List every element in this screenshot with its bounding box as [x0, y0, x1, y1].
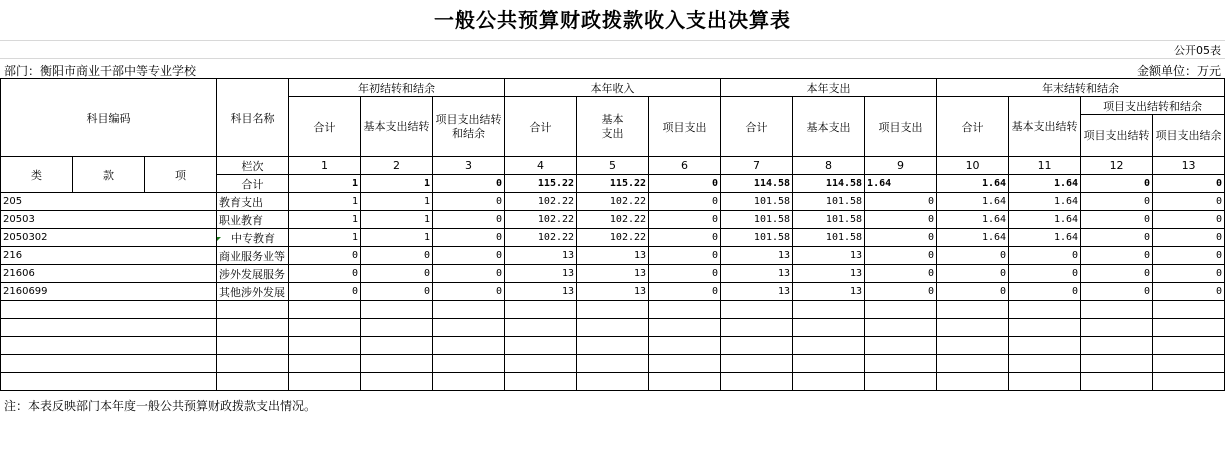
value-cell: 0 [361, 283, 433, 301]
header-basic-carry: 基本支出结转 [1009, 97, 1081, 157]
value-cell: 1 [289, 211, 361, 229]
value-cell: 1.64 [1009, 193, 1081, 211]
value-cell: 0 [1153, 247, 1225, 265]
value-cell: 102.22 [505, 211, 577, 229]
value-cell: 101.58 [793, 193, 865, 211]
value-cell: 13 [721, 265, 793, 283]
amount-unit-label: 金额单位：万元 [1136, 64, 1221, 78]
total-cell: 0 [1153, 175, 1225, 193]
total-cell: 1.64 [1009, 175, 1081, 193]
total-cell: 115.22 [505, 175, 577, 193]
value-cell: 1 [361, 211, 433, 229]
value-cell: 0 [433, 229, 505, 247]
value-cell: 102.22 [577, 211, 649, 229]
value-cell: 101.58 [721, 211, 793, 229]
value-cell: 13 [577, 283, 649, 301]
header-total: 合计 [721, 97, 793, 157]
value-cell: 1.64 [937, 229, 1009, 247]
value-cell: 102.22 [577, 229, 649, 247]
value-cell: 0 [865, 193, 937, 211]
value-cell: 13 [577, 247, 649, 265]
value-cell: 0 [433, 193, 505, 211]
empty-row [1, 337, 1225, 355]
value-cell: 0 [1081, 211, 1153, 229]
header-xiang: 项 [145, 157, 217, 193]
total-cell: 0 [649, 175, 721, 193]
value-cell: 0 [433, 265, 505, 283]
total-cell: 115.22 [577, 175, 649, 193]
value-cell: 101.58 [793, 211, 865, 229]
col-num: 2 [361, 157, 433, 175]
subject-code: 216 [1, 247, 217, 265]
value-cell: 13 [793, 283, 865, 301]
col-num: 12 [1081, 157, 1153, 175]
header-basic-exp: 基本支出 [793, 97, 865, 157]
value-cell: 0 [433, 283, 505, 301]
cell-comment-marker [217, 237, 221, 241]
header-basic-carry: 基本支出结转 [361, 97, 433, 157]
footnote: 注：本表反映部门本年度一般公共预算财政拨款支出情况。 [4, 399, 317, 413]
header-proj-balance: 项目支出结余 [1153, 115, 1225, 157]
table-row [1, 211, 1225, 229]
budget-table [0, 78, 1225, 391]
header-proj-exp: 项目支出 [649, 97, 721, 157]
value-cell: 1 [361, 229, 433, 247]
value-cell: 13 [721, 247, 793, 265]
divider [0, 58, 1225, 59]
value-cell: 1.64 [937, 211, 1009, 229]
value-cell: 0 [1081, 229, 1153, 247]
col-num: 9 [865, 157, 937, 175]
header-code-group: 科目编码 [1, 79, 217, 157]
value-cell: 1 [289, 229, 361, 247]
value-cell: 101.58 [721, 229, 793, 247]
value-cell: 102.22 [505, 193, 577, 211]
value-cell: 0 [649, 229, 721, 247]
subject-code: 21606 [1, 265, 217, 283]
header-proj-carry-group: 项目支出结转和结余 [1081, 97, 1225, 115]
value-cell: 0 [1081, 247, 1153, 265]
col-num: 4 [505, 157, 577, 175]
value-cell: 102.22 [577, 193, 649, 211]
table-row [1, 283, 1225, 301]
subject-name: 教育支出 [217, 193, 289, 211]
value-cell: 1 [361, 193, 433, 211]
value-cell: 0 [433, 211, 505, 229]
header-name: 科目名称 [217, 79, 289, 157]
header-opening-balance: 年初结转和结余 [289, 79, 505, 97]
total-row-label: 合计 [217, 175, 289, 193]
value-cell: 0 [361, 247, 433, 265]
value-cell: 0 [433, 247, 505, 265]
value-cell: 13 [793, 247, 865, 265]
table-row [1, 265, 1225, 283]
subject-code: 2160699 [1, 283, 217, 301]
header-closing-balance: 年末结转和结余 [937, 79, 1225, 97]
department-label: 部门：衡阳市商业干部中等专业学校 [4, 64, 197, 78]
value-cell: 0 [649, 283, 721, 301]
header-total: 合计 [289, 97, 361, 157]
value-cell: 0 [649, 211, 721, 229]
subject-name: 涉外发展服务 [217, 265, 289, 283]
total-cell: 1 [289, 175, 361, 193]
empty-row [1, 355, 1225, 373]
value-cell: 0 [937, 247, 1009, 265]
header-proj-exp: 项目支出 [865, 97, 937, 157]
header-income: 本年收入 [505, 79, 721, 97]
value-cell: 0 [289, 247, 361, 265]
subject-code: 2050302 [1, 229, 217, 247]
header-total: 合计 [505, 97, 577, 157]
value-cell: 13 [505, 283, 577, 301]
value-cell: 102.22 [505, 229, 577, 247]
header-expenditure: 本年支出 [721, 79, 937, 97]
empty-row [1, 319, 1225, 337]
value-cell: 0 [1009, 265, 1081, 283]
value-cell: 13 [577, 265, 649, 283]
value-cell: 13 [505, 265, 577, 283]
value-cell: 0 [937, 283, 1009, 301]
value-cell: 0 [1081, 193, 1153, 211]
value-cell: 0 [1153, 211, 1225, 229]
value-cell: 0 [289, 265, 361, 283]
table-row [1, 229, 1225, 247]
header-kuan: 款 [73, 157, 145, 193]
value-cell: 101.58 [721, 193, 793, 211]
value-cell: 0 [1153, 265, 1225, 283]
value-cell: 0 [361, 265, 433, 283]
total-cell: 1.64 [865, 175, 937, 193]
value-cell: 0 [937, 265, 1009, 283]
value-cell: 0 [1009, 283, 1081, 301]
total-cell: 114.58 [721, 175, 793, 193]
subject-name: 其他涉外发展 [217, 283, 289, 301]
header-basic-exp: 基本 支出 [577, 97, 649, 157]
value-cell: 0 [649, 193, 721, 211]
col-num: 11 [1009, 157, 1081, 175]
value-cell: 13 [721, 283, 793, 301]
report-title: 一般公共预算财政拨款收入支出决算表 [0, 0, 1225, 41]
col-num: 1 [289, 157, 361, 175]
value-cell: 0 [1081, 265, 1153, 283]
col-num: 13 [1153, 157, 1225, 175]
empty-row [1, 301, 1225, 319]
value-cell: 0 [1153, 193, 1225, 211]
col-num: 3 [433, 157, 505, 175]
value-cell: 0 [865, 283, 937, 301]
value-cell: 0 [865, 247, 937, 265]
value-cell: 0 [1153, 283, 1225, 301]
subject-code: 20503 [1, 211, 217, 229]
value-cell: 0 [289, 283, 361, 301]
value-cell: 1.64 [1009, 229, 1081, 247]
value-cell: 1 [289, 193, 361, 211]
header-lanci: 栏次 [217, 157, 289, 175]
value-cell: 0 [1009, 247, 1081, 265]
value-cell: 101.58 [793, 229, 865, 247]
col-num: 7 [721, 157, 793, 175]
col-num: 5 [577, 157, 649, 175]
value-cell: 0 [865, 265, 937, 283]
value-cell: 0 [865, 211, 937, 229]
col-num: 8 [793, 157, 865, 175]
total-cell: 1.64 [937, 175, 1009, 193]
value-cell: 1.64 [937, 193, 1009, 211]
total-cell: 114.58 [793, 175, 865, 193]
header-total: 合计 [937, 97, 1009, 157]
subject-code: 205 [1, 193, 217, 211]
form-number: 公开05表 [1174, 44, 1221, 57]
value-cell: 0 [649, 247, 721, 265]
table-row [1, 247, 1225, 265]
value-cell: 0 [1081, 283, 1153, 301]
value-cell: 13 [505, 247, 577, 265]
header-proj-carry-balance: 项目支出结转和结余 [433, 97, 505, 157]
subject-name: 商业服务业等 [217, 247, 289, 265]
subject-name: 中专教育 [217, 229, 289, 247]
value-cell: 0 [865, 229, 937, 247]
header-proj-carry: 项目支出结转 [1081, 115, 1153, 157]
total-cell: 0 [1081, 175, 1153, 193]
value-cell: 0 [1153, 229, 1225, 247]
total-cell: 1 [361, 175, 433, 193]
col-num: 10 [937, 157, 1009, 175]
header-lei: 类 [1, 157, 73, 193]
value-cell: 0 [649, 265, 721, 283]
total-cell: 0 [433, 175, 505, 193]
value-cell: 1.64 [1009, 211, 1081, 229]
subject-name: 职业教育 [217, 211, 289, 229]
value-cell: 13 [793, 265, 865, 283]
empty-row [1, 373, 1225, 391]
col-num: 6 [649, 157, 721, 175]
table-row [1, 193, 1225, 211]
